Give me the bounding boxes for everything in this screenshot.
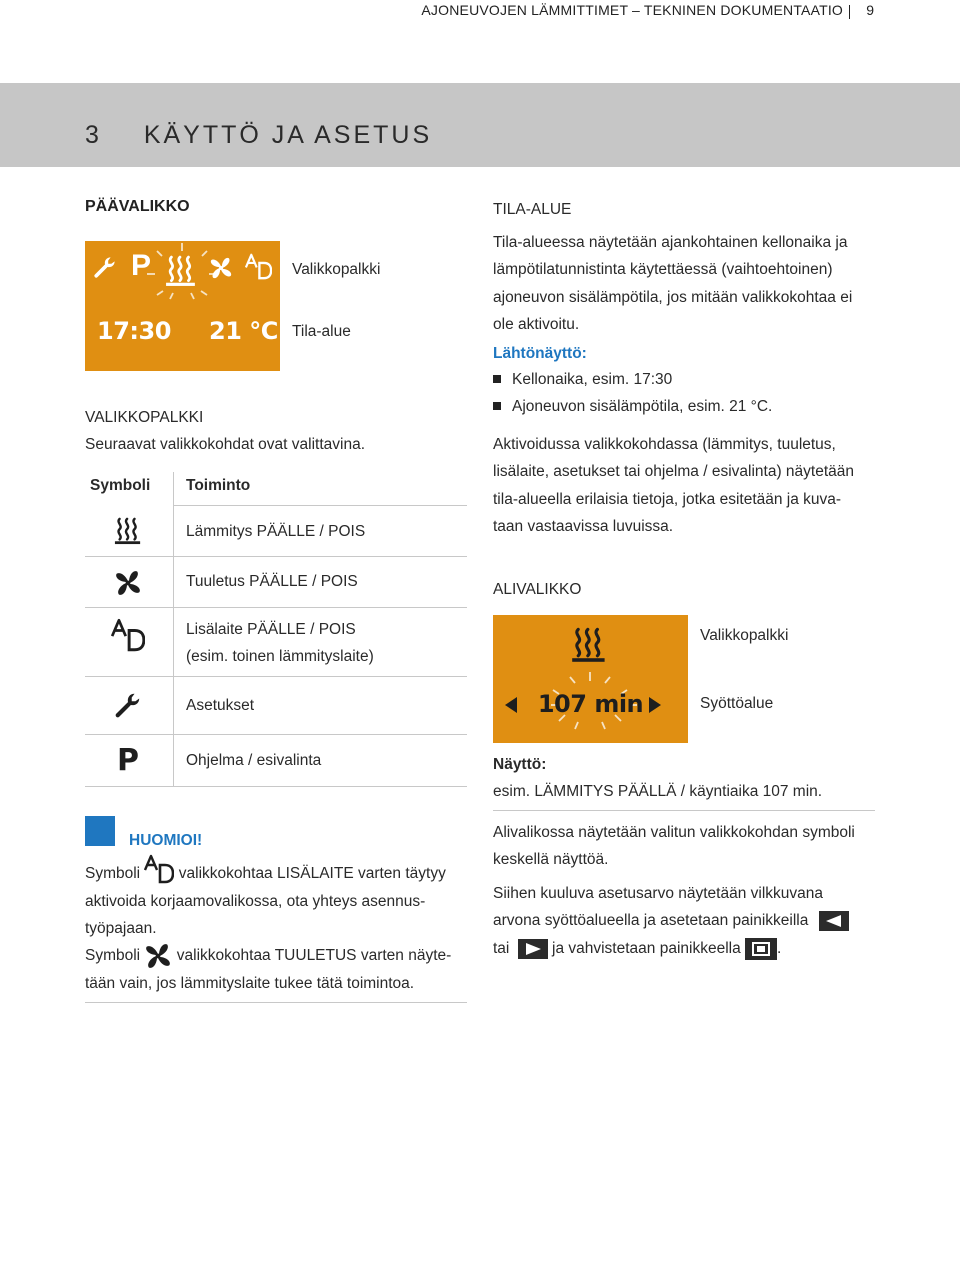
wrench-icon <box>114 691 142 719</box>
note-text: tään vain, jos lämmityslaite tukee tätä toimintoa. <box>85 975 415 992</box>
table-row <box>88 512 168 550</box>
submenu-heading: ALIVALIKKO <box>493 581 582 598</box>
column-header-symbol: Symboli <box>90 477 151 494</box>
function-auxiliary: Lisälaite PÄÄLLE / POIS <box>186 621 356 638</box>
status-paragraph-line: taan vastaavissa luvuissa. <box>493 518 674 535</box>
submenu-text: ja vahvistetaan painikkeella <box>552 940 741 957</box>
display-time: 17:30 <box>97 317 171 345</box>
note-marker <box>85 816 115 846</box>
fan-icon <box>144 942 172 970</box>
bullet <box>493 375 501 383</box>
submenu-text-line <box>493 935 781 963</box>
display-wrench-icon <box>96 257 114 275</box>
function-auxiliary-example: (esim. toinen lämmityslaite) <box>186 648 374 665</box>
program-p-icon: P <box>117 742 139 778</box>
table-column-divider <box>173 472 174 786</box>
callout-status-area: Tila-alue <box>292 323 351 340</box>
callout-menubar: Valikkopalkki <box>700 627 789 644</box>
section-name: KÄYTTÖ JA ASETUS <box>143 121 433 149</box>
function-program: Ohjelma / esivalinta <box>186 752 322 769</box>
submenu-text-line: Alivalikossa näytetään valitun valikkokohdan symboli <box>493 824 855 841</box>
auxiliary-device-icon <box>144 854 174 884</box>
table-row <box>88 741 168 779</box>
bullet-item: Kellonaika, esim. 17:30 <box>512 371 673 388</box>
bullet-item: Ajoneuvon sisälämpötila, esim. 21 °C. <box>512 398 773 415</box>
note-text: Symboli <box>85 865 141 882</box>
function-heating: Lämmitys PÄÄLLE / POIS <box>186 523 366 540</box>
fan-icon <box>114 569 142 597</box>
section-title <box>85 121 432 150</box>
note-text: valikkokohtaa LISÄLAITE varten täytyy <box>178 865 446 882</box>
status-paragraph-line: tila-alueella erilaisia tietoja, jotka esitetään ja kuva- <box>493 491 842 508</box>
note-heading: HUOMIOI! <box>129 832 203 849</box>
display-heating-icon <box>572 629 604 661</box>
table-row <box>88 686 168 724</box>
menubar-heading: VALIKKOPALKKI <box>85 409 204 426</box>
table-row-rule <box>85 786 467 787</box>
note-paragraph-2 <box>85 942 475 970</box>
display-heading: Näyttö: <box>493 756 547 773</box>
menubar-intro: Seuraavat valikkokohdat ovat valittavina. <box>85 436 366 453</box>
display-runtime-value: 107 min <box>537 690 644 718</box>
function-settings: Asetukset <box>186 697 255 714</box>
submenu-text: tai <box>493 940 510 957</box>
submenu-text-line: Siihen kuuluva asetusarvo näytetään vilkkuvana <box>493 885 824 902</box>
heating-icon <box>114 517 142 545</box>
section-banner <box>0 83 960 167</box>
table-row-rule <box>85 734 467 735</box>
submenu-display <box>493 615 688 743</box>
submenu-text-line <box>493 907 849 935</box>
right-button-icon <box>518 939 548 959</box>
note-text: aktivoida korjaamovalikossa, ota yhteys asennus- <box>85 893 426 910</box>
bullet <box>493 402 501 410</box>
display-blink-rays <box>147 243 217 299</box>
note-bottom-rule <box>85 1002 467 1003</box>
column-header-function: Toiminto <box>186 477 251 494</box>
display-fan-icon <box>211 258 231 278</box>
confirm-button-icon <box>745 938 777 960</box>
running-header <box>0 0 960 26</box>
section-number: 3 <box>85 121 102 149</box>
status-paragraph-line: lisälaite, asetukset tai ohjelma / esivalinta) näytetään <box>493 463 855 480</box>
display-auxiliary-icon <box>246 255 271 278</box>
note-text: Symboli <box>85 947 141 965</box>
submenu-text: arvona syöttöalueella ja asetetaan painikkeilla <box>493 912 809 929</box>
table-row-rule <box>85 676 467 677</box>
status-paragraph-line: Aktivoidussa valikkokohdassa (lämmitys, tuuletus, <box>493 436 836 453</box>
display-heating-icon <box>166 257 195 286</box>
status-area-heading: TILA-ALUE <box>493 201 572 218</box>
callout-menubar: Valikkopalkki <box>292 261 381 278</box>
main-menu-heading: PÄÄVALIKKO <box>85 198 190 215</box>
status-text-line: ole aktivoitu. <box>493 316 580 333</box>
callout-input-area: Syöttöalue <box>700 695 774 712</box>
table-header-rule <box>173 505 467 506</box>
note-text: työpajaan. <box>85 920 157 937</box>
note-paragraph-1 <box>85 860 475 888</box>
page-number: 9 <box>866 2 874 18</box>
submenu-rule <box>493 810 875 811</box>
table-row <box>88 564 168 602</box>
table-row <box>88 616 168 654</box>
status-text-line: lämpötilatunnistinta käytettäessä (vaihtoehtoinen) <box>493 261 833 278</box>
status-text-line: ajoneuvon sisälämpötila, jos mitään valikkokohtaa ei <box>493 289 853 306</box>
main-menu-display <box>85 241 280 371</box>
display-example: esim. LÄMMITYS PÄÄLLÄ / käyntiaika 107 min. <box>493 783 823 800</box>
auxiliary-device-icon <box>111 618 145 652</box>
submenu-text-line: keskellä näyttöä. <box>493 851 609 868</box>
left-button-icon <box>819 911 849 931</box>
status-text-line: Tila-alueessa näytetään ajankohtainen kellonaika ja <box>493 234 848 251</box>
submenu-text: . <box>777 940 782 957</box>
display-program-glyph: P <box>131 249 152 282</box>
function-ventilation: Tuuletus PÄÄLLE / POIS <box>186 573 358 590</box>
start-display-heading: Lähtönäyttö: <box>493 345 587 362</box>
table-row-rule <box>85 556 467 557</box>
display-temperature: 21 °C <box>209 317 278 345</box>
table-row-rule <box>85 607 467 608</box>
document-title: AJONEUVOJEN LÄMMITTIMET – TEKNINEN DOKUMENTAATIO <box>421 2 843 18</box>
header-separator <box>849 5 850 19</box>
note-text: valikkokohtaa TUULETUS varten näyte- <box>176 947 452 965</box>
